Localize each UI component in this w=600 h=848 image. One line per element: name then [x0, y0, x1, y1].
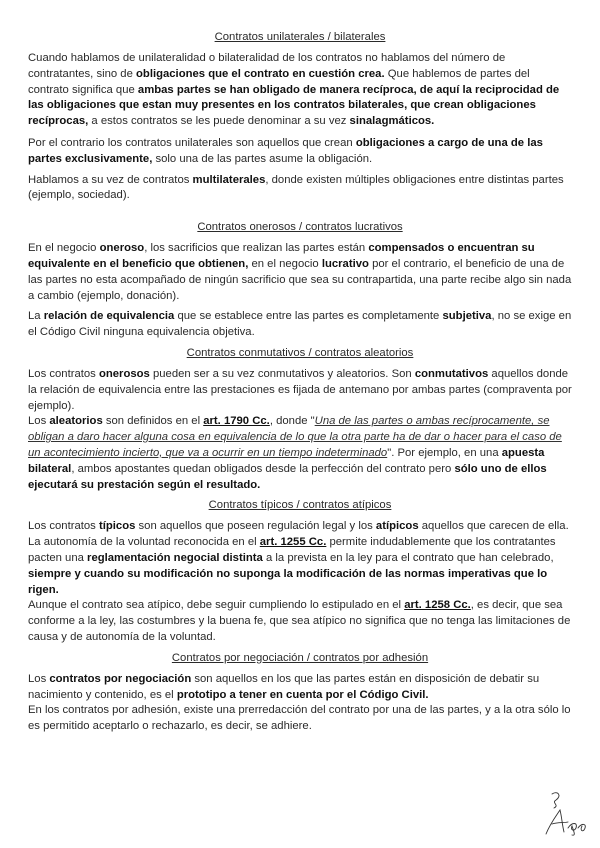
bold-text: subjetiva — [442, 310, 492, 323]
bold-text: relación de equivalencia — [43, 310, 175, 323]
text-run: Cuando hablamos de unilateralidad o bilateralidad de los contratos no hablamos del número de contratantes, sino de — [28, 52, 506, 80]
paragraph — [28, 519, 572, 535]
text-run: , donde existen múltiples obligaciones entre distintas partes (ejemplo, sociedad). — [28, 173, 564, 202]
text-run: pueden ser a su vez conmutativos y aleatorios. Son — [149, 367, 415, 380]
text-run: En el negocio — [28, 242, 100, 255]
bold-text: lucrativo — [321, 257, 369, 270]
handwritten-signature-icon — [538, 788, 590, 836]
article-reference: art. 1255 Cc. — [259, 536, 327, 549]
text-run: permite indudablemente que los contratantes pacten una — [28, 536, 556, 564]
section-heading: Contratos unilaterales / bilaterales — [214, 31, 386, 43]
text-run: , donde " — [269, 415, 315, 428]
paragraph — [28, 173, 572, 205]
bold-text: sólo uno de ellos ejecutará su prestación según el resultado. — [28, 462, 547, 491]
text-run: en el negocio — [248, 257, 322, 270]
paragraph — [28, 672, 572, 704]
text-run: que se establece entre las partes es completamente — [174, 310, 443, 323]
bold-text: ambas partes se han obligado de manera recíproca, de aquí la reciprocidad de las obligaciones que estan muy presentes en los contratos bilaterales, que crean obligaciones recíprocas, — [28, 83, 560, 128]
bold-text: aleatorios — [49, 415, 103, 428]
text-run: Por el contrario los contratos unilaterales son aquellos que crean — [28, 136, 356, 149]
bold-text: prototipo a tener en cuenta por el Código Civil. — [176, 688, 429, 701]
section-tipicos-atipicos — [28, 498, 572, 645]
section-heading: Contratos conmutativos / contratos aleatorios — [186, 346, 414, 359]
text-run: a la prevista en la ley para el contrato que han celebrado, — [262, 551, 554, 564]
bold-text: reglamentación negocial distinta — [87, 551, 263, 564]
paragraph — [28, 367, 572, 414]
paragraph — [28, 414, 572, 493]
paragraph — [28, 703, 572, 735]
text-run: ". Por ejemplo, en una — [387, 446, 502, 459]
text-run: , los sacrificios que realizan las partes están — [144, 242, 369, 255]
legal-quote: Una de las partes o ambas recíprocamente, se obligan a daro hacer alguna cosa en equivalencia de lo que la otra parte ha de dar o hacer para el caso de un acontecimiento incierto, que va a ocurrir en un tiempo indeterminado — [28, 415, 562, 459]
bold-text: compensados o encuentran su equivalente en el beneficio que obtienen, — [28, 242, 535, 270]
section-negociacion-adhesion — [28, 651, 572, 735]
text-run: solo una de las partes asume la obligación. — [152, 152, 373, 165]
bold-text: oneroso — [99, 242, 145, 255]
text-run: aquellos donde la relación de equivalencia entre las prestaciones es fijada de antemano por ambas partes (compraventa por ejemplo). — [28, 367, 572, 412]
section-onerosos-lucrativos — [28, 220, 572, 341]
bold-text: obligaciones a cargo de una de las partes exclusivamente, — [28, 136, 543, 165]
text-run: aquellos que carecen de ella. — [418, 520, 569, 533]
bold-text: apuesta bilateral — [28, 446, 545, 475]
bold-text: obligaciones que el contrato en cuestión crea. — [136, 67, 385, 80]
text-run: son aquellos en los que las partes están en disposición de debatir su nacimiento y contenido, es el — [28, 672, 540, 701]
paragraph — [28, 535, 572, 598]
bold-text: siempre y cuando su modificación no suponga la modificación de las normas imperativas que lo rigen. — [28, 567, 548, 596]
text-run: Los contratos — [28, 367, 99, 380]
paragraph — [28, 598, 572, 645]
text-run: , es decir, que sea conforme a la ley, las costumbres y la buena fe, que sea atípico no significa que no tenga las limitaciones de causa y de autonomía de la voluntad. — [28, 599, 571, 643]
text-run: Los contratos — [28, 520, 99, 533]
bold-text: atípicos — [375, 520, 419, 533]
text-run: por el contrario, el beneficio de una de las partes no esta acompañado de ningún sacrificio que sea su contrapartida, una parte recibe algo sin nada a cambio (ejemplo, donación). — [28, 257, 572, 302]
paragraph — [28, 51, 572, 130]
section-unilaterales-bilaterales — [28, 30, 572, 204]
text-run: , ambos apostantes quedan obligados desde la perfección del contrato pero — [71, 462, 455, 475]
text-run: , no se exige en el Código Civil ninguna equivalencia objetiva. — [28, 310, 572, 339]
article-reference: art. 1790 Cc. — [203, 415, 270, 428]
text-run: La autonomía de la voluntad reconocida en el — [28, 536, 260, 549]
paragraph — [28, 136, 572, 168]
bold-text: multilaterales — [192, 173, 266, 186]
section-heading: Contratos típicos / contratos atípicos — [208, 499, 392, 512]
text-run: a estos contratos se les puede denominar a su vez — [88, 115, 350, 128]
section-conmutativos-aleatorios — [28, 346, 572, 493]
text-run: En los contratos por adhesión, existe una prerredacción del contrato por una de las partes, y a la otra sólo lo es permitido aceptarlo o rechazarlo, es decir, se adhiere. — [28, 704, 571, 733]
bold-text: contratos por negociación — [49, 672, 192, 685]
text-run: Hablamos a su vez de contratos — [28, 173, 193, 186]
text-run: Los — [28, 415, 50, 428]
paragraph — [28, 241, 572, 304]
text-run: son definidos en el — [102, 415, 204, 428]
bold-text: típicos — [98, 520, 136, 533]
text-run: Los — [28, 672, 50, 685]
text-run: son aquellos que poseen regulación legal y los — [135, 520, 376, 533]
article-reference: art. 1258 Cc. — [404, 599, 471, 612]
bold-text: onerosos — [98, 367, 150, 380]
text-run: Aunque el contrato sea atípico, debe seguir cumpliendo lo estipulado en el — [28, 599, 405, 612]
section-heading: Contratos por negociación / contratos por adhesión — [171, 651, 429, 664]
bold-text: sinalagmáticos. — [349, 115, 435, 128]
paragraph — [28, 309, 572, 341]
text-run: La — [28, 310, 44, 323]
text-run: Que hablemos de partes del contrato significa que — [28, 67, 530, 96]
section-heading: Contratos onerosos / contratos lucrativos — [197, 221, 403, 234]
bold-text: conmutativos — [414, 367, 489, 380]
